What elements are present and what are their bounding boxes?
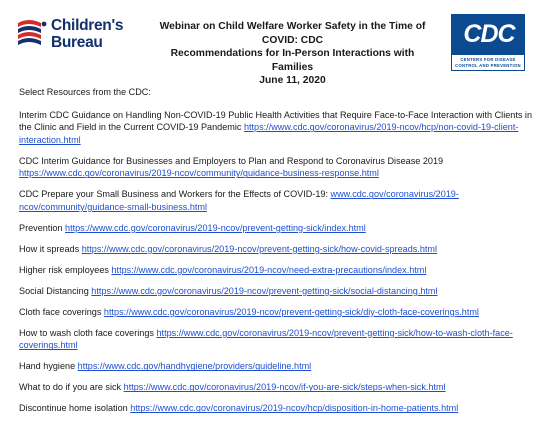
resource-link[interactable]: https://www.cdc.gov/coronavirus/2019-ncov/need-extra-precautions/index.html — [111, 264, 427, 275]
cdc-letters: CDC — [463, 20, 515, 48]
resource-label: Prevention — [19, 222, 63, 233]
resource-item — [19, 402, 539, 415]
org-name-line1: Children's — [51, 17, 124, 34]
resource-list — [19, 86, 539, 423]
resource-link[interactable]: https://www.cdc.gov/coronavirus/2019-ncov/hcp/disposition-in-home-patients.html — [130, 403, 459, 414]
resource-item — [19, 306, 539, 319]
resource-item — [19, 222, 539, 235]
resource-label: CDC Prepare your Small Business and Workers for the Effects of COVID-19: — [19, 189, 328, 200]
title-line1: Webinar on Child Welfare Worker Safety in the Time of COVID: CDC — [159, 21, 426, 46]
resource-link[interactable]: https://www.cdc.gov/coronavirus/2019-ncov/prevent-getting-sick/diy-cloth-face-coverings.html — [103, 306, 479, 317]
flag-swoosh-icon — [15, 17, 49, 51]
resource-item — [19, 327, 539, 352]
resource-item — [19, 360, 539, 373]
resource-link[interactable]: https://www.cdc.gov/coronavirus/2019-ncov/community/guidance-business-response.html — [19, 168, 379, 179]
resource-label: Interim CDC Guidance on Handling Non-COVID-19 Public Health Activities that Require Face-to-Face Interaction with Clients in the Clinic and Field in the Current COVID-19 Pandemic — [19, 109, 533, 133]
resource-item — [19, 109, 539, 147]
resource-label: Cloth face coverings — [19, 306, 102, 317]
cdc-logo — [451, 14, 525, 71]
childrens-bureau-logo — [15, 15, 135, 57]
resource-label: CDC Interim Guidance for Businesses and Employers to Plan and Respond to Coronavirus Disease 2019 — [19, 155, 444, 166]
resource-label: Higher risk employees — [19, 264, 109, 275]
resource-link[interactable]: https://www.cdc.gov/coronavirus/2019-ncov/prevent-getting-sick/social-distancing.html — [91, 285, 438, 296]
resource-link[interactable]: https://www.cdc.gov/coronavirus/2019-ncov/if-you-are-sick/steps-when-sick.html — [123, 382, 446, 393]
org-name-line2: Bureau — [51, 34, 103, 51]
resource-link[interactable]: www.cdc.gov/coronavirus/2019-ncov/community/guidance-small-business.html — [19, 189, 459, 212]
title-line2: Recommendations for In-Person Interactions with Families — [170, 48, 415, 73]
resource-item — [19, 285, 539, 298]
resource-link[interactable]: https://www.cdc.gov/handhygiene/providers/guideline.html — [77, 361, 312, 372]
cdc-subtitle-line1: CENTERS FOR DISEASE — [460, 57, 516, 62]
title-date: June 11, 2020 — [259, 75, 326, 86]
resource-item — [19, 381, 539, 394]
childrens-bureau-wordmark — [51, 17, 123, 51]
resource-label: How to wash cloth face coverings — [19, 327, 154, 338]
resource-label: Social Distancing — [19, 285, 89, 296]
cdc-subtitle-line2: CONTROL AND PREVENTION — [455, 63, 521, 68]
resource-item — [19, 243, 539, 256]
resource-label: How it spreads — [19, 243, 80, 254]
resource-link[interactable]: https://www.cdc.gov/coronavirus/2019-ncov/prevent-getting-sick/how-to-wash-cloth-face-coverings.html — [19, 327, 513, 351]
resource-link[interactable]: https://www.cdc.gov/coronavirus/2019-ncov/prevent-getting-sick/how-covid-spreads.html — [81, 243, 438, 254]
resource-item — [19, 188, 539, 213]
resource-link[interactable]: https://www.cdc.gov/coronavirus/2019-ncov/prevent-getting-sick/index.html — [65, 222, 366, 233]
document-title — [150, 20, 435, 88]
resource-link[interactable]: https://www.cdc.gov/coronavirus/2019-ncov/hcp/non-covid-19-client-interaction.html — [19, 122, 519, 145]
resource-label: Discontinue home isolation — [19, 403, 128, 414]
resource-label: What to do if you are sick — [19, 382, 122, 393]
resource-item — [19, 155, 539, 180]
resources-intro: Select Resources from the CDC: — [19, 87, 151, 97]
resource-label: Hand hygiene — [19, 361, 76, 372]
resource-item — [19, 264, 539, 277]
document-header — [0, 0, 555, 86]
